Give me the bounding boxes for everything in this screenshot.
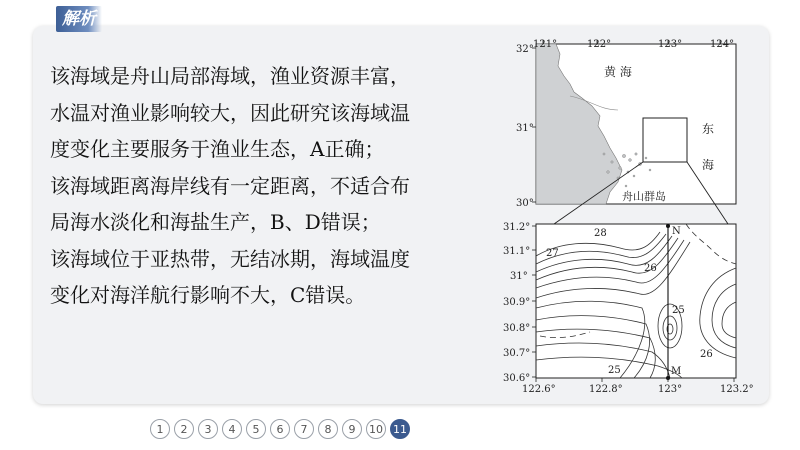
lat-label: 31.2° [503,222,531,233]
point-n-label: N [672,226,681,237]
page-button-current[interactable]: 11 [390,419,410,439]
explanation-line: 该海域是舟山局部海域，渔业资源丰富， [50,64,410,88]
lon-label: 121° [533,39,558,50]
lon-label: 122° [587,39,612,50]
lat-label: 31° [510,271,528,282]
lon-label: 123° [658,39,683,50]
page-button[interactable]: 7 [294,419,314,439]
lat-label: 31.1° [503,246,531,257]
explanation-line: 变化对海洋航行影响不大，C错误。 [50,283,366,307]
contour-label: 25 [608,365,621,376]
explanation-line: 该海域位于亚热带，无结冰期，海域温度 [50,246,410,271]
contour-label: 25 [672,305,685,316]
lon-label: 122.6° [522,384,556,395]
lon-label: 123.2° [720,384,754,395]
contour-label: 27 [546,248,559,259]
page-button[interactable]: 10 [366,419,386,439]
lon-label: 122.8° [589,384,623,395]
lat-label: 31° [516,123,534,134]
sea-label-east: 海 [702,158,715,172]
sea-label-east: 东 [702,122,715,136]
explanation-line: 局海水淡化和海盐生产，B、D错误； [50,210,381,234]
explanation-line: 水温对渔业影响较大，因此研究该海域温 [50,100,410,125]
lat-label: 30.6° [503,373,531,384]
lat-label: 32° [516,44,534,55]
island-label: 舟山群岛 [622,190,666,203]
page-button[interactable]: 1 [150,419,170,439]
page-button[interactable]: 4 [222,419,242,439]
page-button[interactable]: 2 [174,419,194,439]
point-m-label: M [671,366,682,377]
contour-label: 26 [644,263,657,274]
explanation-text [50,58,490,314]
page-button[interactable]: 9 [342,419,362,439]
lat-label: 30.9° [503,297,531,308]
page-button[interactable]: 8 [318,419,338,439]
explanation-line: 度变化主要服务于渔业生态，A正确； [50,137,385,161]
contour-label: 26 [700,349,713,360]
lat-label: 30° [516,198,534,209]
contour-label: 28 [594,228,607,239]
sea-label-yellow: 黄 海 [604,65,632,79]
page-button[interactable]: 5 [246,419,266,439]
lower-map [503,222,754,395]
lon-label: 123° [658,384,683,395]
pagination [150,419,410,441]
lat-label: 30.7° [503,348,531,359]
figure-maps [500,36,760,396]
page-button[interactable]: 6 [270,419,290,439]
analysis-tag: 解析 [56,6,102,32]
lat-label: 30.8° [503,323,531,334]
lon-label: 124° [710,39,735,50]
upper-map [516,39,736,209]
explanation-line: 该海域距离海岸线有一定距离，不适合布 [50,173,410,198]
page-button[interactable]: 3 [198,419,218,439]
